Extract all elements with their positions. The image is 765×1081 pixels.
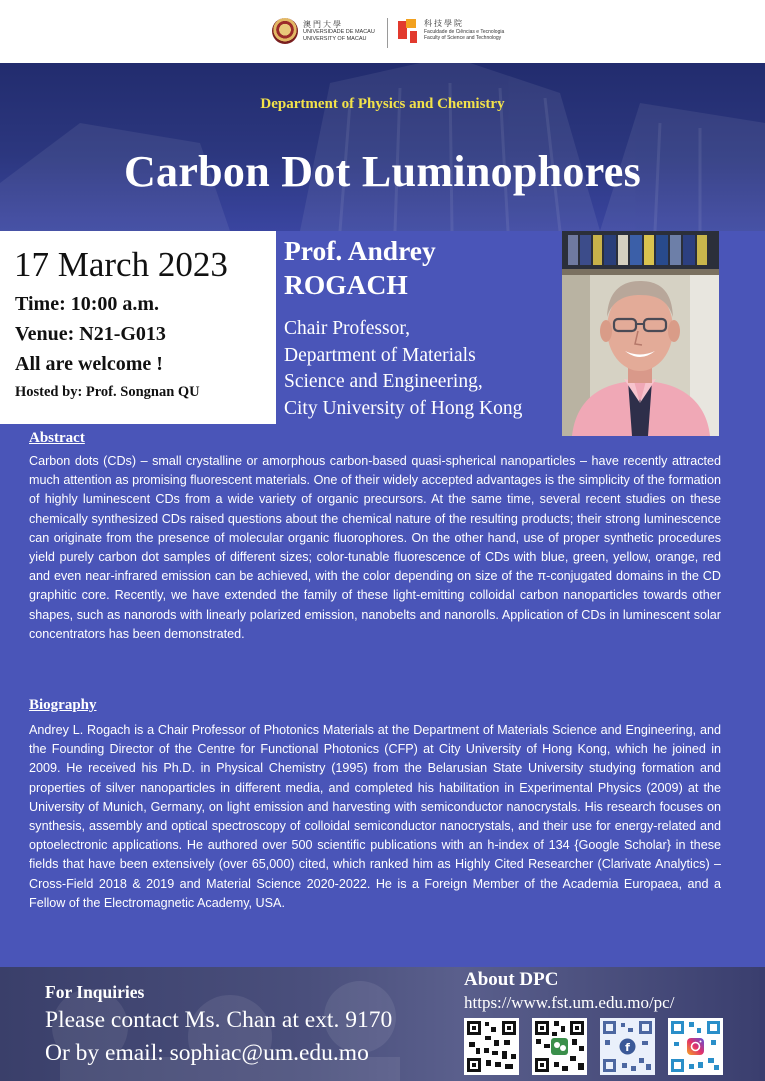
biography-heading: Biography [29,697,97,713]
talk-title: Carbon Dot Luminophores [123,147,642,196]
department-name: Department of Physics and Chemistry [260,96,505,112]
speaker-name: Prof. Andrey ROGACH [284,235,436,300]
header-logo-bar [0,0,765,63]
svg-text:f: f [625,1041,630,1054]
event-date: 17 March 2023 [14,245,228,284]
abstract-text: Carbon dots (CDs) – small crystalline or amorphous carbon-based quasi-spherical nanoparticles – have recently attracted much attention as promising fluorescent materials. One of their widely accepted advantages is the simplicity of the formation of highly luminescent CDs from a wide variety of organic precursors. At the same time, several recent studies on these chemically synthesized CDs raised questions about the chemical nature of the resulting products; their strong luminescence can originate from the presence of molecular organic fluorophores. On the other hand, use of proper synthetic procedures yield purely carbon dot samples of different sizes; color-tunable fluorescence of CDs with blue, green, yellow, orange, red and even near-infrared emission can be achieved, with the color depending on size of the π-conjugated domains in the CD graphitic core. Recently, we have extended the family of these light-emitting colloidal carbon nanoparticles towards other shapes, such as nanorods with linearly polarized emission, nanobelts and nanorolls. Application of CDs in luminescent solar concentrators has been demonstrated. [29,454,721,641]
inquiries-contact: Please contact Ms. Chan at ext. 9170 [45,1007,393,1033]
fst-wordmark: 科技學院 Faculdade de Ciências e Tecnologia Faculty of Science and Technology [424,19,505,41]
about-url-link[interactable]: https://www.fst.um.edu.mo/pc/ [464,993,675,1012]
fst-logo[interactable] [398,19,504,45]
speaker-photo [562,231,719,436]
welcome-note: All are welcome ! [15,353,163,375]
um-logo[interactable] [272,18,375,44]
speaker-position: Chair Professor, Department of Materials Science and Engineering, City University of Hong Kong [284,318,523,419]
logo-divider [387,18,388,48]
event-host: Hosted by: Prof. Songnan QU [15,384,200,400]
inquiries-heading: For Inquiries [45,982,145,1002]
event-time: Time: 10:00 a.m. [15,293,160,315]
abstract-heading: Abstract [29,430,85,446]
qr-code-wechat-icon[interactable] [532,1018,587,1075]
um-wordmark: 澳門大學 UNIVERSIDADE DE MACAU UNIVERSITY OF MACAU [303,20,375,42]
biography-text: Andrey L. Rogach is a Chair Professor of Photonics Materials at the Department of Materials Science and Engineering, and the Founding Director of the Centre for Functional Photonics (CFP) at City University of Hong Kong, which he joined in 2009. He received his Ph.D. in Physical Chemistry (1995) from the Belarusian State University studying formation and properties of silver nanoparticles in different media, and completed his habilitation in Experimental Physics (2009) at the University of Munich, Germany, on light emission and harvesting with semiconductor nanocrystals. His research focuses on synthesis, assembly and optical spectroscopy of colloidal semiconductor nanocrystals, and their use for energy-related and optoelectronic applications. He authored over 500 scientific publications with an h-index of 134 {Google Scholar} in these fields that have been extensively (over 65,000) cited, which ranked him as Highly Cited Researcher (Clarivate Analytics) – Cross-Field 2018 & 2019 and Material Science 2020-2022. He is a Foreign Member of the Academia Europaea, and a Fellow of the Electromagnetic Academy, USA. [29,723,721,910]
qr-code-icon[interactable] [464,1018,519,1075]
qr-code-facebook-icon[interactable] [600,1018,655,1075]
qr-code-instagram-icon[interactable] [668,1018,723,1075]
um-seal-icon [272,18,298,44]
inquiries-email[interactable]: Or by email: sophiac@um.edu.mo [45,1040,369,1066]
about-heading: About DPC [464,969,559,990]
fst-mark-icon [398,19,420,45]
hero-banner [0,63,765,231]
event-venue: Venue: N21-G013 [15,323,166,345]
event-details-box [0,231,276,424]
